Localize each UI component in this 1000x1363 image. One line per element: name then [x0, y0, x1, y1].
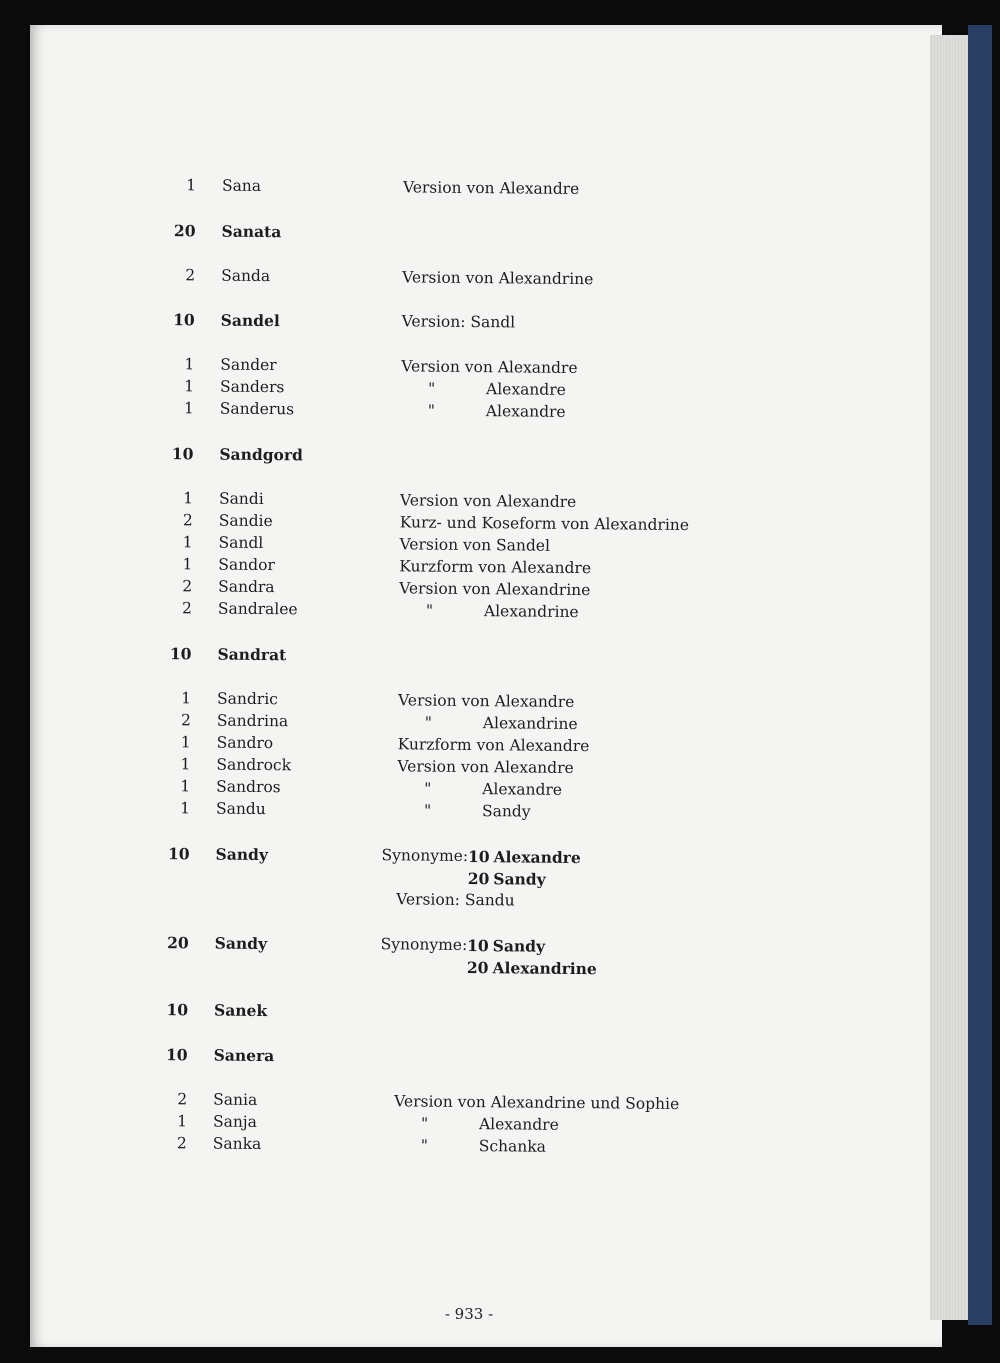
entry-name: Sania — [213, 1090, 258, 1109]
synonym-number: 20 — [467, 868, 490, 889]
entry-description: Alexandre — [478, 1115, 559, 1134]
ditto-mark: " — [425, 601, 434, 620]
entry-name: Sanders — [219, 377, 285, 397]
entry-number: 1 — [182, 555, 193, 574]
entry-name: Sandro — [216, 733, 274, 753]
entry-description: Version von Alexandrine — [399, 579, 591, 600]
entry-name: Sandy — [214, 933, 268, 954]
entry-name: Sanderus — [219, 399, 295, 419]
entry-number: 1 — [180, 755, 191, 774]
entry-name: Sandl — [218, 533, 264, 553]
synonym-name: Alexandre — [493, 847, 581, 868]
entry-description: Version: Sandu — [396, 890, 515, 910]
entry-number: 20 — [173, 221, 196, 241]
entry-name: Sandor — [218, 555, 275, 575]
entry-name: Sanka — [212, 1134, 262, 1154]
entry-description: Version von Alexandre — [399, 491, 577, 512]
entry-number: 2 — [182, 511, 193, 530]
entry-number: 10 — [171, 444, 194, 464]
entry-number: 2 — [176, 1134, 187, 1153]
entry-description: Alexandrine — [482, 714, 578, 734]
entry-description: Version von Alexandre — [397, 757, 574, 777]
entry-name: Sandy — [215, 844, 269, 865]
entry-row — [0, 308, 999, 340]
entry-number: 2 — [180, 711, 191, 730]
entry-number: 1 — [181, 689, 192, 708]
synonym-name: Sandy — [492, 936, 546, 956]
entry-name: Sanera — [213, 1045, 275, 1066]
ditto-mark: " — [424, 713, 433, 732]
entry-row — [0, 219, 1000, 251]
entry-name: Sander — [220, 355, 277, 375]
entry-description: Version von Alexandrine und Sophie — [394, 1092, 680, 1114]
synonym-name: Alexandrine — [492, 958, 597, 979]
entry-description: Kurzform von Alexandre — [397, 735, 590, 756]
entry-name: Sandi — [218, 489, 264, 509]
entry-number: 1 — [182, 533, 193, 552]
ditto-mark: " — [427, 401, 436, 420]
entry-name: Sandric — [216, 689, 278, 709]
synonym-number: 10 — [467, 935, 489, 956]
entry-number: 1 — [183, 399, 194, 418]
entry-number: 2 — [177, 1090, 188, 1109]
entry-description: Version von Sandel — [399, 535, 551, 555]
synonym-number: 10 — [467, 846, 490, 867]
entry-row — [0, 174, 1000, 206]
entry-number: 1 — [180, 777, 191, 796]
entry-number: 2 — [185, 266, 196, 285]
entry-name: Sandrina — [216, 711, 289, 731]
entry-name: Sandel — [220, 310, 280, 331]
entry-row — [0, 642, 996, 674]
entry-description: Sandy — [481, 802, 531, 821]
entry-number: 1 — [177, 1112, 188, 1131]
ditto-mark: " — [427, 379, 436, 398]
entry-name: Sanek — [213, 1000, 268, 1021]
entry-name: Sandralee — [217, 599, 298, 619]
entry-number: 1 — [180, 799, 191, 818]
entry-number: 2 — [181, 599, 193, 618]
entry-number: 1 — [180, 733, 191, 752]
entry-description: Kurzform von Alexandre — [399, 557, 592, 578]
entry-description: Alexandre — [485, 380, 566, 399]
entry-number: 20 — [167, 933, 189, 953]
entry-number: 10 — [166, 1000, 189, 1020]
entry-name: Sandie — [218, 511, 273, 531]
entry-row — [0, 1043, 992, 1075]
entry-name: Sandrat — [217, 644, 287, 665]
entry-description: Kurz- und Koseform von Alexandrine — [399, 513, 690, 535]
entry-number: 10 — [173, 310, 195, 330]
entry-row — [0, 442, 997, 474]
entry-row — [0, 998, 992, 1030]
synonym-name: Sandy — [493, 869, 546, 889]
synonym-number: 20 — [466, 957, 489, 978]
entry-name: Sanda — [221, 266, 271, 286]
entry-description: Schanka — [478, 1137, 547, 1156]
entry-name: Sandu — [215, 799, 266, 819]
entry-description: Version von Alexandre — [397, 691, 575, 712]
entry-description: Version: Sandl — [401, 312, 516, 332]
entry-number: 10 — [169, 644, 192, 664]
ditto-mark: " — [420, 1136, 429, 1155]
entry-name: Sanja — [212, 1112, 257, 1131]
entry-description: Alexandre — [482, 780, 563, 799]
entry-name: Sandrock — [216, 755, 292, 775]
entry-number: 2 — [182, 577, 193, 596]
entry-number: 1 — [184, 377, 195, 396]
entry-name: Sandgord — [219, 444, 304, 465]
entry-number: 10 — [167, 844, 190, 864]
entry-number: 10 — [165, 1045, 188, 1065]
entry-description: Version von Alexandre — [402, 178, 580, 199]
entry-description: Version von Alexandre — [401, 357, 578, 378]
entry-name: Sanata — [221, 221, 282, 242]
ditto-mark: " — [420, 1114, 429, 1133]
entry-name: Sana — [221, 176, 262, 195]
entry-description: Alexandrine — [483, 602, 579, 622]
entry-description: Alexandre — [485, 402, 566, 421]
synonym-label: Synonyme: — [380, 935, 468, 954]
synonym-label: Synonyme: — [381, 846, 469, 865]
page-number: - 933 - — [444, 1305, 494, 1323]
entry-number: 1 — [183, 489, 194, 508]
entry-name: Sandros — [216, 777, 281, 797]
ditto-mark: " — [423, 801, 432, 820]
entry-row — [0, 264, 999, 296]
entry-number: 1 — [186, 176, 197, 195]
entry-name: Sandra — [218, 577, 275, 597]
entry-description: Version von Alexandrine — [402, 268, 594, 289]
ditto-mark: " — [424, 779, 432, 798]
entry-number: 1 — [184, 355, 195, 374]
